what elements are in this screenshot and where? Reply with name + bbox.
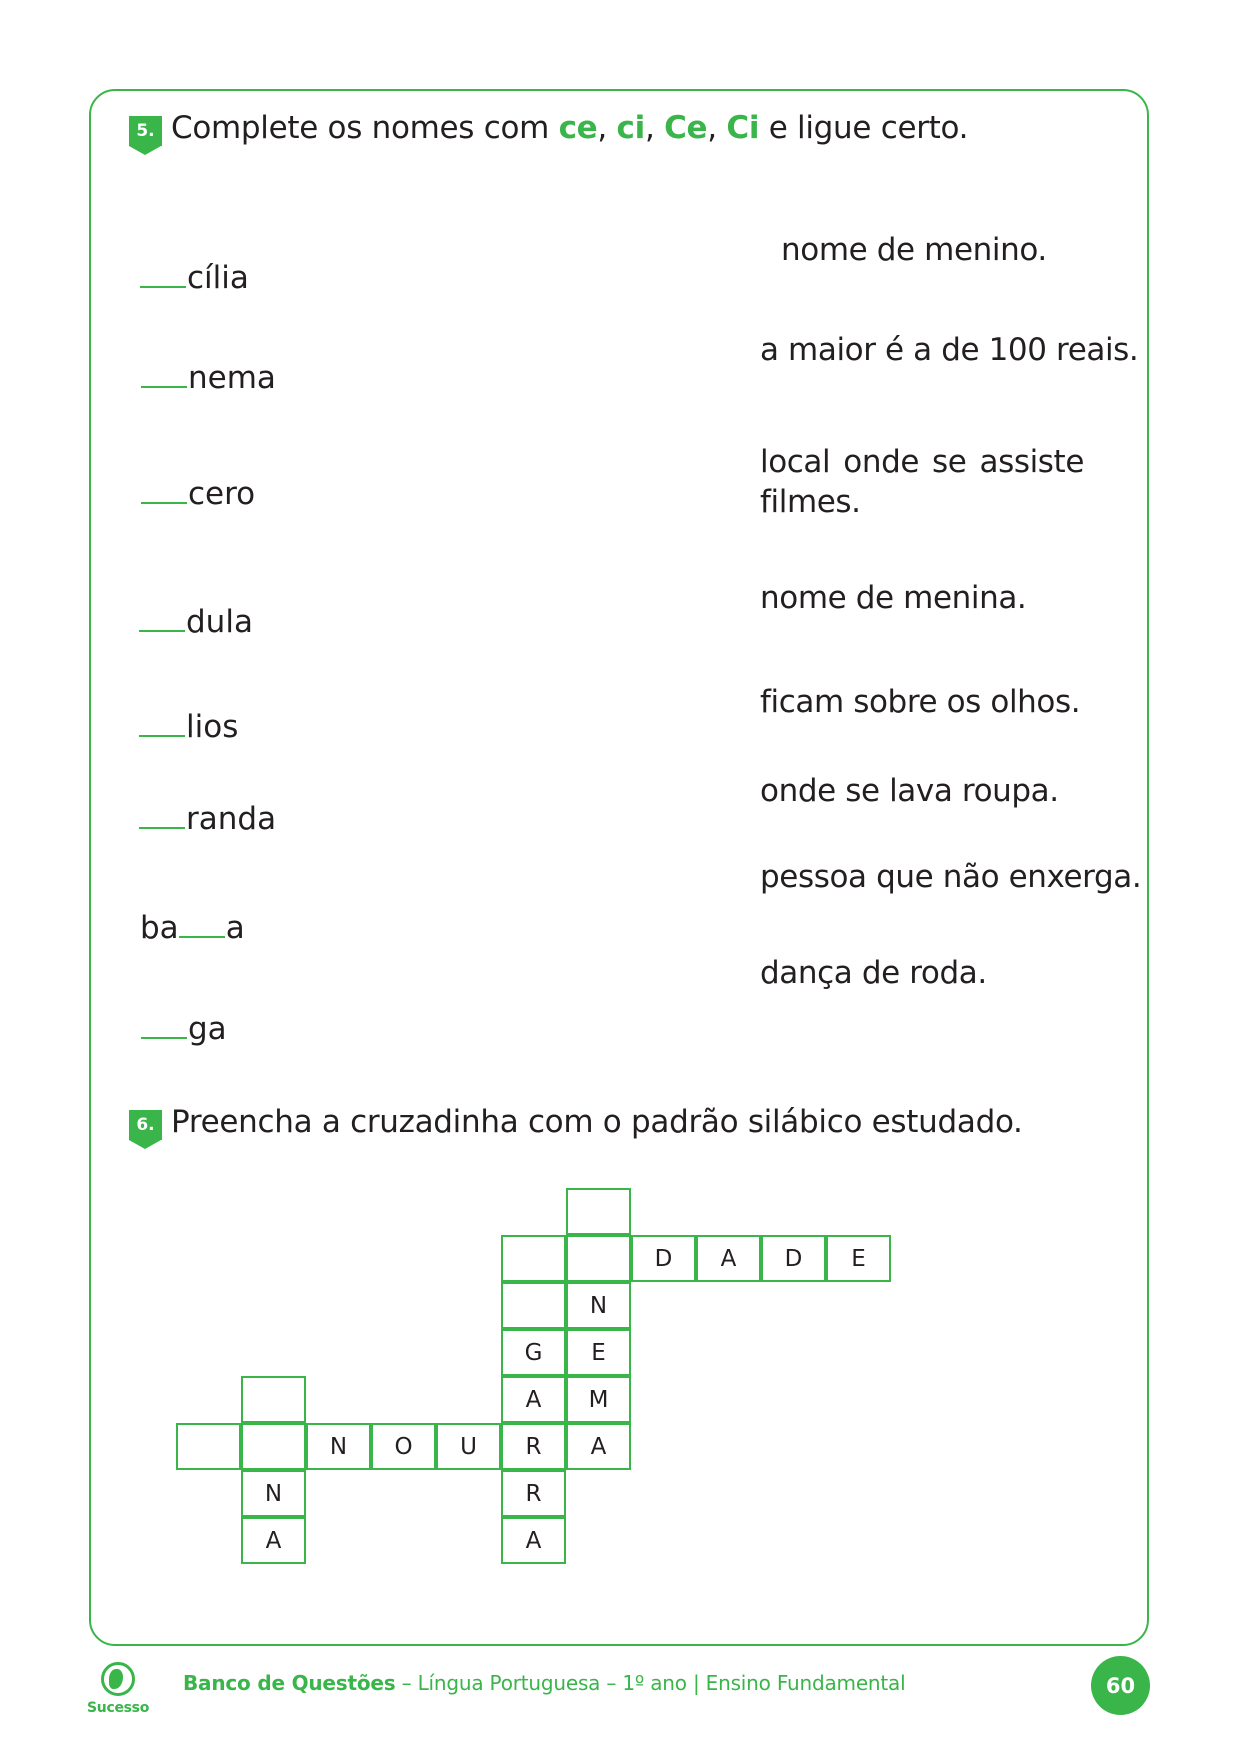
word-item: [139, 799, 276, 839]
question-5-title: [171, 110, 968, 146]
question-6-badge: [129, 1110, 162, 1140]
description-item: onde se lava roupa.: [760, 773, 1059, 809]
description-item: a maior é a de 100 reais.: [760, 332, 1139, 368]
answer-blank[interactable]: [141, 1009, 187, 1039]
description-item: pessoa que não enxerga.: [760, 859, 1142, 895]
crossword-cell: O: [371, 1423, 436, 1470]
crossword-cell: U: [436, 1423, 501, 1470]
crossword-cell: E: [826, 1235, 891, 1282]
description-item: ficam sobre os olhos.: [760, 684, 1081, 720]
word-suffix: ga: [188, 1011, 227, 1047]
crossword-cell: N: [566, 1282, 631, 1329]
crossword-cell: M: [566, 1376, 631, 1423]
footer-title-rest: – Língua Portuguesa – 1º ano | Ensino Fundamental: [395, 1671, 906, 1695]
question-5-badge: [129, 116, 162, 146]
crossword-cell: G: [501, 1329, 566, 1376]
description-item: nome de menino.: [781, 232, 1047, 268]
description-item: local onde se assiste filmes.: [760, 444, 1084, 520]
answer-blank[interactable]: [141, 474, 187, 504]
answer-blank[interactable]: [139, 799, 185, 829]
q5-title-end: e ligue certo.: [768, 110, 969, 146]
crossword-cell: A: [501, 1376, 566, 1423]
word-prefix: ba: [140, 910, 179, 946]
q5-title-start: Complete os nomes com: [171, 110, 550, 146]
word-item: [141, 474, 255, 514]
footer-title-bold: Banco de Questões: [183, 1671, 396, 1695]
crossword-cell[interactable]: [501, 1282, 566, 1329]
crossword-cell: E: [566, 1329, 631, 1376]
answer-blank[interactable]: [179, 908, 225, 938]
word-item: [140, 258, 249, 298]
crossword-cell: A: [241, 1517, 306, 1564]
publisher-logo: [87, 1662, 157, 1722]
crossword-cell: R: [501, 1423, 566, 1470]
crossword-cell: A: [696, 1235, 761, 1282]
word-suffix: lios: [186, 709, 239, 745]
word-item: [140, 908, 245, 948]
syllable-Ce: Ce: [664, 110, 708, 146]
crossword-cell[interactable]: [566, 1188, 631, 1235]
crossword-cell[interactable]: [501, 1235, 566, 1282]
answer-blank[interactable]: [140, 258, 186, 288]
globe-icon: [101, 1662, 135, 1696]
question-5-number: 5.: [136, 121, 155, 141]
sep: ,: [644, 110, 655, 146]
word-item: [141, 358, 276, 398]
word-suffix: cero: [188, 476, 256, 512]
word-suffix: cília: [187, 260, 249, 296]
word-suffix: nema: [188, 360, 276, 396]
syllable-ci: ci: [616, 110, 645, 146]
word-item: [141, 1009, 227, 1049]
answer-blank[interactable]: [141, 358, 187, 388]
word-suffix: a: [225, 910, 245, 946]
question-6-title: Preencha a cruzadinha com o padrão silábico estudado.: [171, 1104, 1023, 1140]
crossword-cell[interactable]: [566, 1235, 631, 1282]
description-item: dança de roda.: [760, 955, 987, 991]
crossword-cell: A: [566, 1423, 631, 1470]
word-suffix: dula: [186, 604, 253, 640]
crossword-cell[interactable]: [176, 1423, 241, 1470]
syllable-Ci: Ci: [726, 110, 760, 146]
crossword-cell: D: [761, 1235, 826, 1282]
crossword-cell: R: [501, 1470, 566, 1517]
crossword-cell: N: [306, 1423, 371, 1470]
page-number: 60: [1091, 1656, 1150, 1715]
sep: ,: [707, 110, 717, 146]
answer-blank[interactable]: [139, 602, 185, 632]
syllable-ce: ce: [558, 110, 598, 146]
crossword-cell[interactable]: [241, 1423, 306, 1470]
logo-text: Sucesso: [87, 1700, 150, 1716]
crossword-cell[interactable]: [241, 1376, 306, 1423]
word-suffix: randa: [186, 801, 277, 837]
answer-blank[interactable]: [139, 707, 185, 737]
footer-title: [183, 1671, 905, 1695]
sep: ,: [597, 110, 607, 146]
word-item: [139, 602, 253, 642]
question-6-number: 6.: [136, 1115, 155, 1135]
word-item: [139, 707, 238, 747]
description-item: nome de menina.: [760, 580, 1027, 616]
crossword-cell: N: [241, 1470, 306, 1517]
crossword-cell: D: [631, 1235, 696, 1282]
crossword-cell: A: [501, 1517, 566, 1564]
